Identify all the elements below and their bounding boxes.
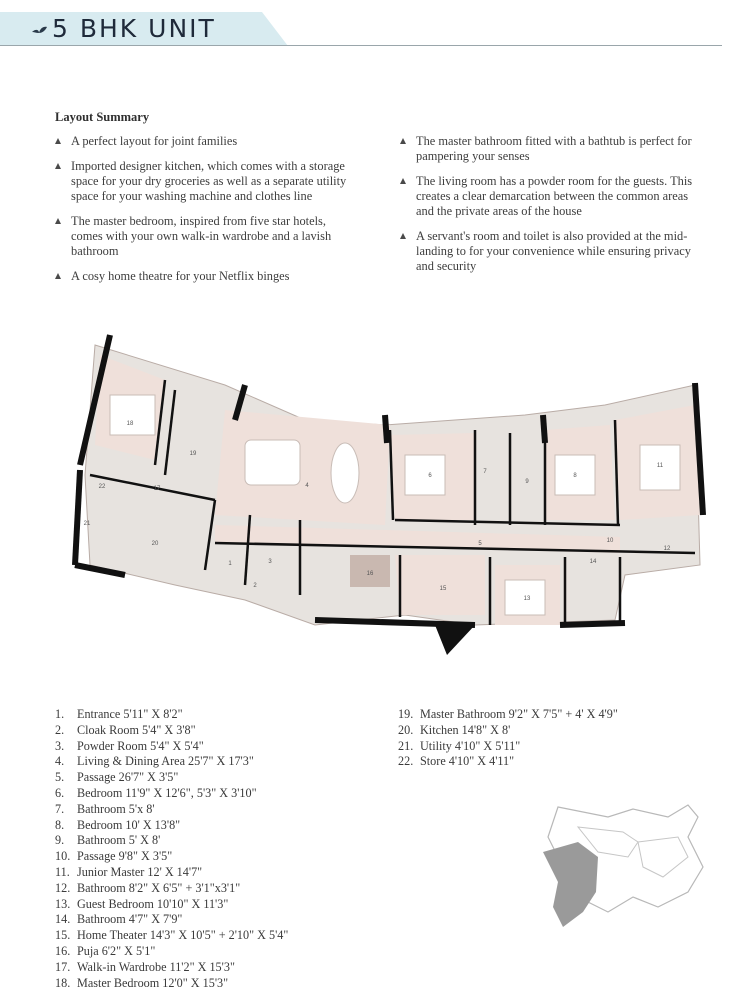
list-item: A perfect layout for joint families: [55, 134, 355, 149]
room-label: 18: [126, 421, 134, 427]
room-label: 21: [83, 521, 91, 527]
list-item: 17. Walk-in Wardrobe 11'2" X 15'3": [55, 959, 235, 974]
list-item: 21. Utility 4'10" X 5'11": [398, 738, 521, 753]
triangle-bullet-icon: [55, 138, 61, 144]
room-list-right: [398, 707, 718, 770]
page-title: 5 BHK UNIT: [52, 14, 216, 43]
list-item: 15. Home Theater 14'3" X 10'5" + 2'10" X 5'4": [55, 928, 289, 943]
room-list-left: [55, 707, 385, 991]
room-label: 7: [483, 469, 487, 475]
room-label: 4: [305, 483, 309, 489]
terrace-point: [435, 625, 475, 655]
list-item: 5. Passage 26'7" X 3'5": [55, 770, 179, 785]
summary-heading: Layout Summary: [55, 110, 150, 124]
room-label: 20: [151, 541, 159, 547]
header-rule: [0, 45, 722, 46]
room-label: 8: [573, 473, 577, 479]
list-item: 14. Bathroom 4'7" X 7'9": [55, 912, 183, 927]
living-dining-floor: [215, 410, 390, 525]
room-label: 16: [366, 571, 374, 577]
list-item: 18. Master Bedroom 12'0" X 15'3": [55, 975, 229, 990]
list-item: 12. Bathroom 8'2" X 6'5" + 3'1"x3'1": [55, 880, 241, 895]
list-item: 20. Kitchen 14'8" X 8': [398, 722, 511, 737]
room-label: 10: [606, 538, 614, 544]
room-label: 11: [656, 463, 664, 469]
list-item: 2. Cloak Room 5'4" X 3'8": [55, 722, 196, 737]
room-label: 5: [478, 541, 482, 547]
summary-list-left: [55, 134, 355, 294]
room-label: 14: [589, 559, 597, 565]
triangle-bullet-icon: [55, 273, 61, 279]
key-plan: [538, 797, 718, 947]
list-item: 22. Store 4'10" X 4'11": [398, 754, 515, 769]
list-item: 8. Bedroom 10' X 13'8": [55, 817, 181, 832]
room-label: 6: [428, 473, 432, 479]
list-item: 10. Passage 9'8" X 3'5": [55, 849, 173, 864]
room-label: 22: [98, 484, 106, 490]
triangle-bullet-icon: [55, 218, 61, 224]
bed: [405, 455, 445, 495]
room-label: 3: [268, 559, 272, 565]
list-item: 19. Master Bathroom 9'2" X 7'5" + 4' X 4'9": [398, 707, 618, 721]
list-item: 7. Bathroom 5'x 8': [55, 801, 155, 816]
room-label: 15: [439, 586, 447, 592]
triangle-bullet-icon: [400, 233, 406, 239]
room-label: 19: [189, 451, 197, 457]
list-item: The master bedroom, inspired from five star hotels, comes with your own walk-in wardrobe and a lavish bathroom: [55, 214, 355, 259]
leaf-icon: [30, 20, 48, 38]
sofa: [245, 440, 300, 485]
room-label: 2: [253, 583, 257, 589]
list-item: 13. Guest Bedroom 10'10" X 11'3": [55, 896, 229, 911]
list-item: 9. Bathroom 5' X 8': [55, 833, 161, 848]
floor-plan: [55, 325, 715, 670]
list-item: 3. Powder Room 5'4" X 5'4": [55, 738, 204, 753]
list-item: 6. Bedroom 11'9" X 12'6", 5'3" X 3'10": [55, 785, 257, 800]
home-theater-floor: [395, 555, 485, 615]
room-label: 13: [523, 596, 531, 602]
summary-list-right: [400, 134, 700, 284]
room-label: 17: [153, 486, 161, 492]
list-item: Imported designer kitchen, which comes with a storage space for your dry groceries as well as a separate utility space for your washing machine and clothes line: [55, 159, 355, 204]
room-label: 1: [228, 561, 232, 567]
triangle-bullet-icon: [55, 163, 61, 169]
list-item: The living room has a powder room for the guests. This creates a clear demarcation between the common areas and the private areas of the house: [400, 174, 700, 219]
list-item: 16. Puja 6'2" X 5'1": [55, 943, 156, 958]
dining-table: [331, 443, 359, 503]
triangle-bullet-icon: [400, 178, 406, 184]
list-item: The master bathroom fitted with a bathtub is perfect for pampering your senses: [400, 134, 700, 164]
list-item: A cosy home theatre for your Netflix binges: [55, 269, 355, 284]
list-item: 4. Living & Dining Area 25'7" X 17'3": [55, 754, 254, 769]
list-item: 1. Entrance 5'11" X 8'2": [55, 707, 183, 721]
bed: [110, 395, 155, 435]
list-item: A servant's room and toilet is also provided at the mid-landing to for your convenience while ensuring privacy and security: [400, 229, 700, 274]
list-item: 11. Junior Master 12' X 14'7": [55, 864, 203, 879]
room-label: 12: [663, 546, 671, 552]
key-plan-highlight: [543, 842, 598, 927]
triangle-bullet-icon: [400, 138, 406, 144]
room-label: 9: [525, 479, 529, 485]
